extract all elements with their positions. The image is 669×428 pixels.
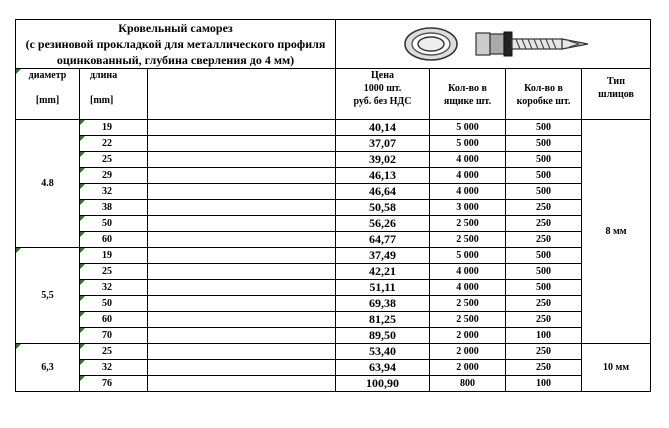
box-qty-cell: 5 000 bbox=[430, 136, 506, 152]
blank-cell bbox=[148, 312, 336, 328]
box-qty-cell: 2 000 bbox=[430, 360, 506, 376]
box-qty-header bbox=[430, 69, 506, 120]
washer-icon bbox=[405, 28, 457, 60]
diameter-header bbox=[16, 69, 80, 120]
box-qty-cell: 2 500 bbox=[430, 296, 506, 312]
blank-cell bbox=[148, 360, 336, 376]
box-qty-cell: 5 000 bbox=[430, 248, 506, 264]
length-cell: 29 bbox=[80, 168, 148, 184]
length-header-label: длина bbox=[90, 70, 118, 81]
blank-cell bbox=[148, 296, 336, 312]
price-cell: 100,90 bbox=[336, 376, 430, 392]
price-header-line-2: 1000 шт. bbox=[363, 83, 402, 94]
price-header bbox=[336, 69, 430, 120]
blank-cell bbox=[148, 120, 336, 136]
carton-qty-cell: 500 bbox=[506, 120, 582, 136]
title-line-2: (с резиновой прокладкой для металлического профиля bbox=[25, 37, 326, 51]
blank-cell bbox=[148, 232, 336, 248]
price-cell: 46,64 bbox=[336, 184, 430, 200]
diameter-cell: 4.8 bbox=[16, 120, 80, 248]
price-table bbox=[15, 19, 651, 392]
length-header bbox=[80, 69, 148, 120]
product-image-cell bbox=[336, 20, 651, 69]
carton-qty-header-line-1: Кол-во в bbox=[524, 83, 563, 94]
blank-cell bbox=[148, 344, 336, 360]
price-cell: 42,21 bbox=[336, 264, 430, 280]
product-title bbox=[16, 20, 336, 69]
diameter-cell: 5,5 bbox=[16, 248, 80, 344]
carton-qty-cell: 500 bbox=[506, 152, 582, 168]
table-row bbox=[16, 216, 651, 232]
box-qty-cell: 2 500 bbox=[430, 216, 506, 232]
carton-qty-cell: 250 bbox=[506, 360, 582, 376]
box-qty-header-line-2: ящике шт. bbox=[443, 96, 492, 107]
table-row bbox=[16, 376, 651, 392]
price-cell: 69,38 bbox=[336, 296, 430, 312]
table-row bbox=[16, 136, 651, 152]
price-cell: 39,02 bbox=[336, 152, 430, 168]
box-qty-cell: 2 500 bbox=[430, 312, 506, 328]
price-cell: 89,50 bbox=[336, 328, 430, 344]
carton-qty-header bbox=[506, 69, 582, 120]
box-qty-cell: 4 000 bbox=[430, 152, 506, 168]
price-cell: 50,58 bbox=[336, 200, 430, 216]
blank-cell bbox=[148, 376, 336, 392]
table-row bbox=[16, 248, 651, 264]
blank-cell bbox=[148, 248, 336, 264]
table-row bbox=[16, 200, 651, 216]
diameter-header-label: диаметр bbox=[28, 70, 67, 81]
carton-qty-cell: 250 bbox=[506, 232, 582, 248]
box-qty-cell: 5 000 bbox=[430, 120, 506, 136]
box-qty-cell: 4 000 bbox=[430, 280, 506, 296]
length-header-unit: [mm] bbox=[90, 95, 114, 106]
slot-type-cell: 8 мм bbox=[582, 120, 651, 344]
carton-qty-cell: 500 bbox=[506, 184, 582, 200]
price-cell: 53,40 bbox=[336, 344, 430, 360]
length-cell: 76 bbox=[80, 376, 148, 392]
length-cell: 32 bbox=[80, 360, 148, 376]
table-row bbox=[16, 312, 651, 328]
table-row bbox=[16, 168, 651, 184]
length-cell: 38 bbox=[80, 200, 148, 216]
price-cell: 37,49 bbox=[336, 248, 430, 264]
table-row bbox=[16, 360, 651, 376]
price-cell: 56,26 bbox=[336, 216, 430, 232]
carton-qty-cell: 500 bbox=[506, 280, 582, 296]
table-row bbox=[16, 264, 651, 280]
blank-cell bbox=[148, 200, 336, 216]
carton-qty-cell: 500 bbox=[506, 248, 582, 264]
length-cell: 25 bbox=[80, 152, 148, 168]
carton-qty-cell: 100 bbox=[506, 376, 582, 392]
box-qty-cell: 4 000 bbox=[430, 264, 506, 280]
slot-type-header-line-2: шлицов bbox=[598, 89, 634, 100]
length-cell: 60 bbox=[80, 232, 148, 248]
carton-qty-cell: 250 bbox=[506, 312, 582, 328]
box-qty-cell: 2 000 bbox=[430, 328, 506, 344]
blank-cell bbox=[148, 152, 336, 168]
blank-cell bbox=[148, 136, 336, 152]
title-line-1: Кровельный саморез bbox=[118, 21, 233, 35]
carton-qty-cell: 500 bbox=[506, 136, 582, 152]
price-header-line-3: руб. без НДС bbox=[353, 96, 412, 107]
slot-type-header bbox=[582, 69, 651, 120]
box-qty-cell: 800 bbox=[430, 376, 506, 392]
length-cell: 19 bbox=[80, 120, 148, 136]
carton-qty-cell: 100 bbox=[506, 328, 582, 344]
table-row bbox=[16, 184, 651, 200]
blank-cell bbox=[148, 216, 336, 232]
price-cell: 51,11 bbox=[336, 280, 430, 296]
price-cell: 81,25 bbox=[336, 312, 430, 328]
length-cell: 50 bbox=[80, 296, 148, 312]
carton-qty-cell: 250 bbox=[506, 344, 582, 360]
length-cell: 25 bbox=[80, 264, 148, 280]
blank-cell bbox=[148, 280, 336, 296]
length-cell: 60 bbox=[80, 312, 148, 328]
length-cell: 25 bbox=[80, 344, 148, 360]
box-qty-cell: 2 000 bbox=[430, 344, 506, 360]
carton-qty-header-line-2: коробке шт. bbox=[516, 96, 571, 107]
diameter-cell: 6,3 bbox=[16, 344, 80, 392]
price-cell: 37,07 bbox=[336, 136, 430, 152]
box-qty-cell: 3 000 bbox=[430, 200, 506, 216]
table-row bbox=[16, 120, 651, 136]
self-drilling-screw-icon bbox=[476, 32, 588, 56]
carton-qty-cell: 500 bbox=[506, 168, 582, 184]
price-cell: 64,77 bbox=[336, 232, 430, 248]
price-header-line-1: Цена bbox=[371, 70, 394, 81]
box-qty-header-line-1: Кол-во в bbox=[448, 83, 487, 94]
price-cell: 63,94 bbox=[336, 360, 430, 376]
length-cell: 50 bbox=[80, 216, 148, 232]
blank-header bbox=[148, 69, 336, 120]
table-row bbox=[16, 232, 651, 248]
price-cell: 46,13 bbox=[336, 168, 430, 184]
box-qty-cell: 4 000 bbox=[430, 184, 506, 200]
box-qty-cell: 2 500 bbox=[430, 232, 506, 248]
length-cell: 70 bbox=[80, 328, 148, 344]
carton-qty-cell: 250 bbox=[506, 216, 582, 232]
slot-type-cell: 10 мм bbox=[582, 344, 651, 392]
price-cell: 40,14 bbox=[336, 120, 430, 136]
table-row bbox=[16, 296, 651, 312]
box-qty-cell: 4 000 bbox=[430, 168, 506, 184]
carton-qty-cell: 500 bbox=[506, 264, 582, 280]
blank-cell bbox=[148, 264, 336, 280]
length-cell: 19 bbox=[80, 248, 148, 264]
length-cell: 32 bbox=[80, 184, 148, 200]
table-row bbox=[16, 280, 651, 296]
title-line-3: оцинкованный, глубина сверления до 4 мм) bbox=[56, 53, 295, 67]
blank-cell bbox=[148, 168, 336, 184]
length-cell: 22 bbox=[80, 136, 148, 152]
table-row bbox=[16, 344, 651, 360]
carton-qty-cell: 250 bbox=[506, 200, 582, 216]
blank-cell bbox=[148, 328, 336, 344]
table-row bbox=[16, 328, 651, 344]
carton-qty-cell: 250 bbox=[506, 296, 582, 312]
blank-cell bbox=[148, 184, 336, 200]
table-row bbox=[16, 152, 651, 168]
slot-type-header-line-1: Тип bbox=[607, 76, 625, 87]
diameter-header-unit: [mm] bbox=[35, 95, 60, 106]
length-cell: 32 bbox=[80, 280, 148, 296]
